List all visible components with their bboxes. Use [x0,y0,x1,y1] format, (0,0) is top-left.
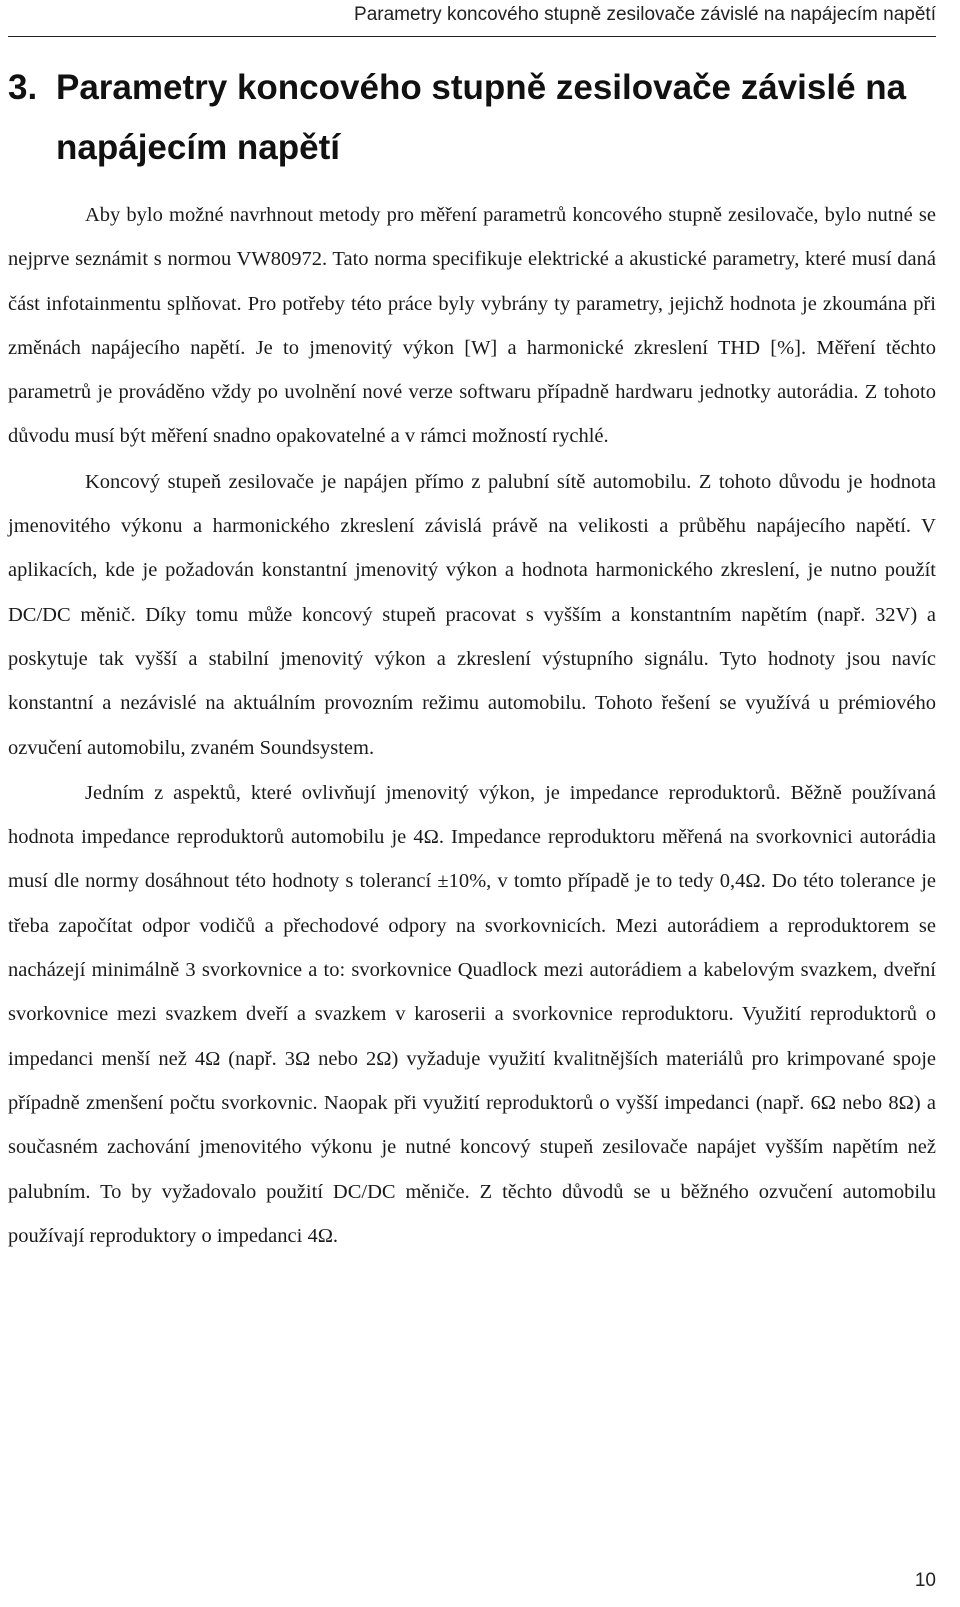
chapter-body [8,193,936,1259]
header-divider [8,36,936,37]
chapter-title-line1: Parametry koncového stupně zesilovače závislé na [56,68,907,107]
paragraph-2: Koncový stupeň zesilovače je napájen přímo z palubní sítě automobilu. Z tohoto důvodu je hodnota jmenovitého výkonu a harmonického zkreslení závislá právě na velikosti a průběhu napájecího napětí. V aplikacích, kde je požadován konstantní jmenovitý výkon a hodnota harmonického zkreslení, je nutno použít DC/DC měnič. Díky tomu může koncový stupeň pracovat s vyšším a konstantním napětím (např. 32V) a poskytuje tak vyšší a stabilní jmenovitý výkon a zkreslení výstupního signálu. Tyto hodnoty jsou navíc konstantní a nezávislé na aktuálním provozním režimu automobilu. Tohoto řešení se využívá u prémiového ozvučení automobilu, zvaném Soundsystem. [8,470,936,759]
page-number: 10 [914,1570,936,1591]
paragraph-1: Aby bylo možné navrhnout metody pro měření parametrů koncového stupně zesilovače, bylo nutné se nejprve seznámit s normou VW80972. Tato norma specifikuje elektrické a akustické parametry, které musí daná část infotainmentu splňovat. Pro potřeby této práce byly vybrány ty parametry, jejichž hodnota je zkoumána při změnách napájecího napětí. Je to jmenovitý výkon [W] a harmonické zkreslení THD [%]. Měření těchto parametrů je prováděno vždy po uvolnění nové verze softwaru případně hardwaru jednotky autorádia. Z tohoto důvodu musí být měření snadno opakovatelné a v rámci možností rychlé. [8,204,936,448]
paragraph-3: Jedním z aspektů, které ovlivňují jmenovitý výkon, je impedance reproduktorů. Běžně používaná hodnota impedance reproduktorů automobilu je 4Ω. Impedance reproduktoru měřená na svorkovnici autorádia musí dle normy dosáhnout této hodnoty s tolerancí ±10%, v tomto případě je to tedy 0,4Ω. Do této tolerance je třeba započítat odpor vodičů a přechodové odpory na svorkovnicích. Mezi autorádiem a reproduktorem se nacházejí minimálně 3 svorkovnice a to: svorkovnice Quadlock mezi autorádiem a kabelovým svazkem, dveřní svorkovnice mezi svazkem dveří a svazkem v karoserii a svorkovnice reproduktoru. Využití reproduktorů o impedanci menší než 4Ω (např. 3Ω nebo 2Ω) vyžaduje využití kvalitnějších materiálů pro krimpované spoje případně zmenšení počtu svorkovnic. Naopak při využití reproduktorů o vyšší impedanci (např. 6Ω nebo 8Ω) a současném zachování jmenovitého výkonu je nutné koncový stupeň zesilovače napájet vyšším napětím než palubním. To by vyžadovalo použití DC/DC měniče. Z těchto důvodů se u běžného ozvučení automobilu používají reproduktory o impedanci 4Ω. [8,781,936,1247]
running-header: Parametry koncového stupně zesilovače závislé na napájecím napětí [354,4,936,25]
chapter-title-line2: napájecím napětí [56,128,340,167]
chapter-number: 3. [8,68,38,107]
chapter-heading [8,58,928,178]
